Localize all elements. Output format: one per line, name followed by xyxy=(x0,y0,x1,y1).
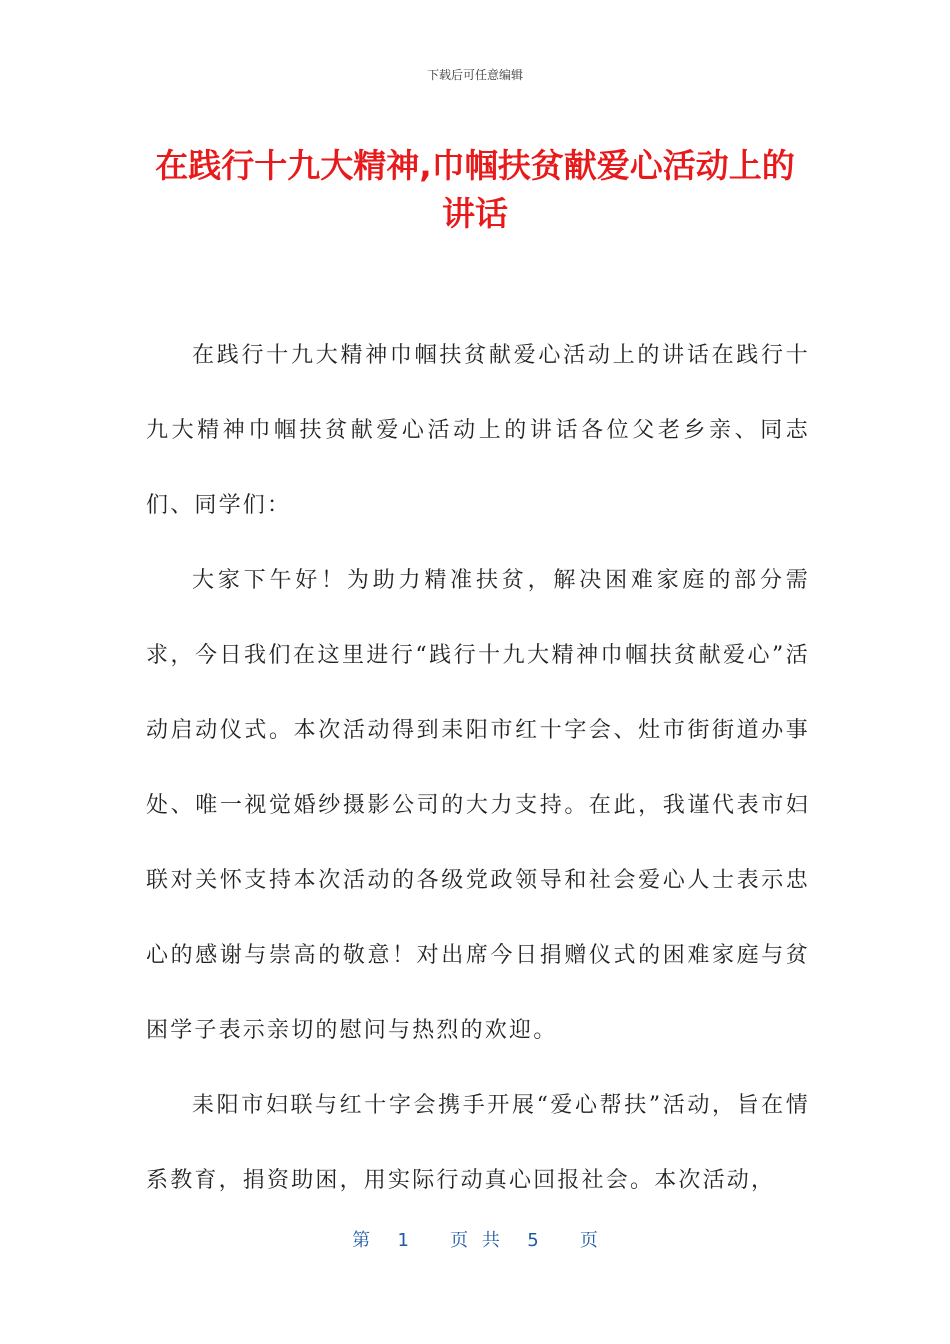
document-title: 在践行十九大精神,巾帼扶贫献爱心活动上的讲话 xyxy=(155,146,795,233)
page-header-note: 下载后可任意编辑 xyxy=(426,68,523,82)
paragraph-2: 大家下午好！为助力精准扶贫，解决困难家庭的部分需求，今日我们在这里进行“践行十九大精神巾帼扶贫献爱心”活动启动仪式。本次活动得到耒阳市红十字会、灶市街街道办事处、唯一视觉婚纱摄影公司的大力支持。在此，我谨代表市妇联对关怀支持本次活动的各级党政领导和社会爱心人士表示忠心的感谢与崇高的敬意！对出席今日捐赠仪式的困难家庭与贫困学子表示亲切的慰问与热烈的欢迎。 xyxy=(146,568,810,1043)
paragraph-3: 耒阳市妇联与红十字会携手开展“爱心帮扶”活动，旨在情系教育，捐资助困，用实际行动真心回报社会。本次活动， xyxy=(146,1093,810,1193)
page-number-footer: 第 1 页 共 5 页 xyxy=(352,1230,598,1251)
document-body xyxy=(146,318,810,1218)
paragraph-1: 在践行十九大精神巾帼扶贫献爱心活动上的讲话在践行十九大精神巾帼扶贫献爱心活动上的讲话各位父老乡亲、同志们、同学们： xyxy=(146,343,810,518)
